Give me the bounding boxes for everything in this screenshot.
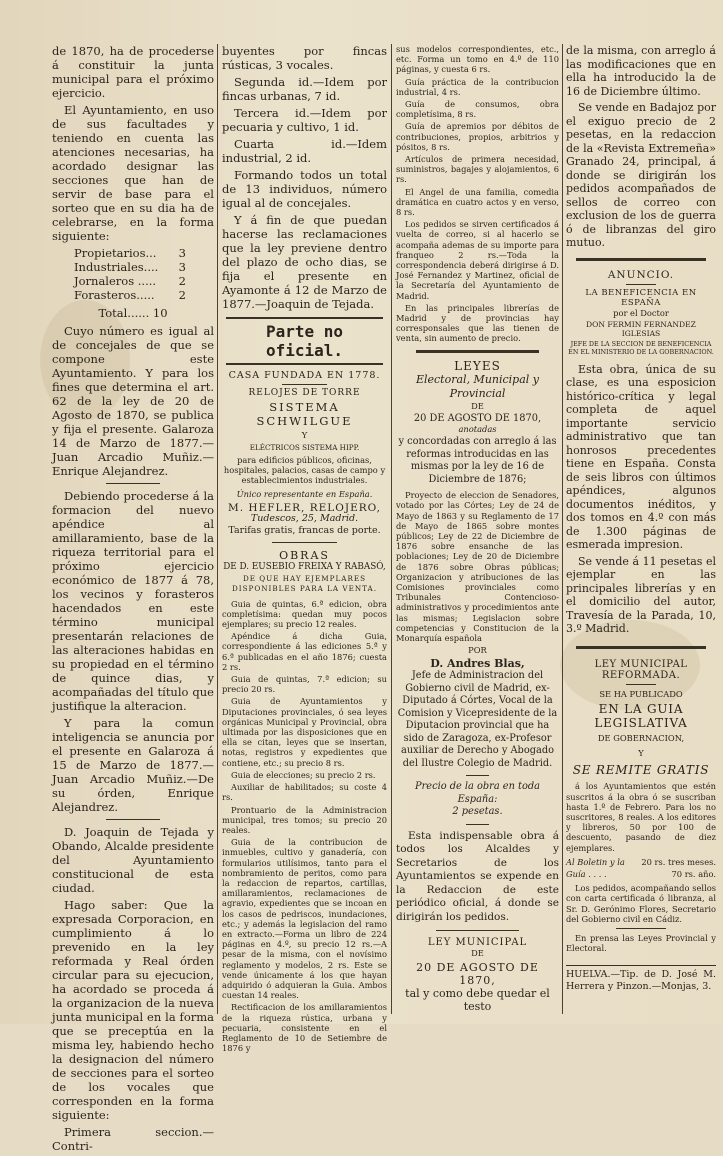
divider <box>272 542 337 543</box>
ad-text: Tarifas gratis, francas de porte. <box>228 524 381 536</box>
col4-paragraph: Esta obra, única de su clase, es una esposicion histórico-crítica y legal completa de aquel importante servicio administrativo que tan honrosos precedentes tiene en España. Consta de seis libros con últimos apéndices, algunos documentos inéditos, y dos tomos en 4.º con más de 1.300 páginas de esmerada impresion. <box>566 362 716 552</box>
price-value: 2 pesetas. <box>452 806 503 818</box>
divider <box>436 930 519 931</box>
imprint: HUELVA.—Tip. de D. José M. Herrera y Pinzon.—Monjas, 3. <box>566 969 716 992</box>
ley-reformada-text: Y <box>638 748 644 759</box>
obras-item: Guia de la contribucion de inmuebles, cultivo y ganadería, con formularios utilísimos, tanto para el nombramiento de peritos, como para la redaccion de repartos, cartillas, amillaramientos, reclamaciones de agravio, expedientes que se incoan en los casos de pedriscos, inundaciones, etc.; y además la legislacion del ramo en extracto.—Forma un libro de 224 páginas en 4.º, su precio 12 rs.—A pesar de la misma, con el novísimo reglamento y modelos, 2 rs. Este se vende únicamente á los que hayan adquirido ó adquieran la Guia. Ambos cuestan 14 reales. <box>222 837 387 1001</box>
divider <box>626 284 656 285</box>
col1-paragraph: Primera seccion.—Contri- <box>52 1125 214 1153</box>
obras-item: Guia de elecciones; su precio 2 rs. <box>231 769 376 780</box>
column-rule <box>562 44 563 1014</box>
ad-text: ELÉCTRICOS SISTEMA HIPP. <box>249 442 360 452</box>
leyes-text: anotadas <box>458 423 497 434</box>
ley-reformada-text: SE HA PUBLICADO <box>599 688 683 699</box>
ley-reformada-title: LEY MUNICIPAL REFORMADA. <box>594 658 688 681</box>
column-2 <box>222 44 387 1055</box>
list-item: Forasteros..... 2 <box>74 288 186 302</box>
author-name: D. Andres Blas, <box>430 657 525 671</box>
col4-small: á los Ayuntamientos que estén suscritos á la obra ó se suscriban hasta 1.º de Febrero. Para los no suscritores, 8 reales. A los editores y libreros, 50 por 100 de descuento, pasando de diez ejemplares. <box>566 781 716 853</box>
obras-item: Guía de consumos, obra completísima, 8 rs. <box>396 99 559 120</box>
col4-small: En prensa las Leyes Provincial y Electoral. <box>566 932 716 954</box>
obras-item: Rectificacion de los amillaramientos de la riqueza rústica, urbana y pecuaria, consistente en el Reglamento de 10 de Setiembre de 1876 y <box>222 1002 387 1054</box>
obras-item: El Angel de una familia, comedia dramática en cuatro actos y en verso, 8 rs. <box>396 186 559 218</box>
section-title: Parte no oficial. <box>226 317 383 365</box>
column-3 <box>396 44 559 1013</box>
obras-item: Artículos de primera necesidad, suministros, bagajes y alojamientos, 6 rs. <box>396 154 559 185</box>
footer-rule <box>566 965 716 966</box>
ad-title: OBRAS <box>279 549 330 563</box>
ad-text: Único representante en España. <box>236 489 373 500</box>
col4-paragraph: de la misma, con arreglo á las modificaciones que en ella ha introducido la de 16 de Diciembre último. <box>566 44 716 98</box>
list-item: Industriales.... 3 <box>74 260 186 274</box>
ley-municipal-title: DE <box>471 948 484 959</box>
ley-reformada-text: EN LA GUIA LEGISLATIVA <box>594 701 688 730</box>
column-rule <box>391 44 392 1014</box>
ad-title: M. HEFLER, RELOJERO, <box>227 501 381 514</box>
divider <box>626 684 656 685</box>
col2-paragraph: buyentes por fincas rústicas, 3 vocales. <box>222 44 387 72</box>
col1-paragraph: Debiendo procederse á la formacion del nuevo apéndice al amillaramiento, base de la riqueza territorial para el próximo ejercicio económico de 1877 á 78, los vecinos y forasteros hacendados en este término municipal presentarán relaciones de las alteraciones habidas en su propiedad en el término de quince dias, y acompañadas del título que justifique la alteracion. <box>52 489 214 713</box>
anuncio-text: por el Doctor <box>613 307 669 318</box>
obras-item: Auxiliar de habilitados; su coste 4 rs. <box>222 782 387 803</box>
author-desc: Jefe de Administracion del Gobierno civil de Madrid, ex-Diputado á Córtes, Vocal de la Comision y Vicepresidente de la Diputacion provincial que ha sido de Zaragoza, ex-Profesor auxiliar de Derecho y Abogado del Ilustre Colegio de Madrid. <box>397 670 558 769</box>
col1-paragraph: El Ayuntamiento, en uso de sus facultades y teniendo en cuenta las atenciones necesarias, ha acordado designar las secciones que han de servir de base para el sorteo que en su dia ha de celebrarse, en la forma siguiente: <box>52 103 214 243</box>
price-row: Al Boletin y la 20 rs. tres meses. <box>566 856 716 867</box>
obras-item: Guia de quintas, 7.ª edicion; su precio 20 rs. <box>222 674 387 695</box>
ad-text: DE D. EUSEBIO FREIXA Y RABASÓ, <box>223 562 386 573</box>
ad-header: CASA FUNDADA EN 1778. <box>228 370 381 381</box>
obras-item: Los pedidos se sirven certificados á vuelta de correo, si al hacerlo se acompaña ademas de su importe para franqueo 2 rs.—Toda la correspondencia deberá dirigirse á D. José Fernandez y Martinez, oficial de la Secretaría del Ayuntamiento de Madrid. <box>396 219 559 301</box>
obras-item: Prontuario de la Administracion municipal, tres tomos; su precio 20 reales. <box>222 804 387 835</box>
anuncio-author: DON FERMIN FERNANDEZ IGLESIAS <box>586 319 696 338</box>
list-item: Propietarios... 3 <box>74 246 186 260</box>
price-label: Precio de la obra en toda España: <box>415 781 540 805</box>
obras-item: Apéndice á dicha Guia, correspondiente á las ediciones 5.ª y 6.ª publicadas en el año 1876; cuesta 2 rs. <box>222 631 387 672</box>
leyes-title: LEYES <box>454 358 501 373</box>
divider <box>106 483 160 484</box>
divider <box>282 384 327 385</box>
col1-paragraph: de 1870, ha de procederse á constituir la junta municipal para el próximo ejercicio. <box>52 44 214 100</box>
sections-list <box>74 246 214 302</box>
anuncio-text: JEFE DE LA SECCION DE BENEFICENCIA EN EL MINISTERIO DE LA GOBERNACION. <box>568 339 714 357</box>
divider <box>416 350 539 353</box>
col1-paragraph: Y para la comun inteligencia se anuncia por el presente en Galaroza á 15 de Marzo de 1877.—Juan Arcadio Muñiz.—De su órden, Enrique Alejandrez. <box>52 716 214 814</box>
divider <box>576 646 706 649</box>
divider <box>576 258 706 261</box>
column-rule <box>217 44 218 1014</box>
col2-paragraph: Y á fin de que puedan hacerse las reclamaciones que la ley previene dentro del plazo de ocho dias, se fija el presente en Ayamonte á 12 de Marzo de 1877.—Joaquin de Tejada. <box>222 213 387 311</box>
column-4 <box>566 44 716 955</box>
col4-paragraph: Se vende á 11 pesetas el ejemplar en las principales librerías y en el domicilio del autor, Travesía de la Parada, 10, 3.º Madrid. <box>566 554 716 636</box>
ley-reformada-text: SE REMITE GRATIS <box>572 763 710 778</box>
col3-paragraph: Esta indispensable obra á todos los Alcaldes y Secretarios de los Ayuntamientos se expende en la Redaccion de este periódico oficial, á donde se dirigirán los pedidos. <box>396 829 559 923</box>
col4-paragraph: Se vende en Badajoz por el exiguo precio de 2 pesetas, en la redaccion de la «Revista Extremeña» Granado 24, principal, á donde se dirigirán los pedidos acompañados de sellos de correo con exclusion de los de guerra ó de libranzas del giro mutuo. <box>566 101 716 249</box>
col1-paragraph: D. Joaquin de Tejada y Obando, Alcalde presidente del Ayuntamiento constitucional de esta ciudad. <box>52 825 214 895</box>
col2-paragraph: Cuarta id.—Idem industrial, 2 id. <box>222 137 387 165</box>
anuncio-text: LA BENEFICENCIA EN ESPAÑA <box>585 287 697 308</box>
ley-municipal-title: LEY MUNICIPAL <box>427 937 528 949</box>
col2-paragraph: Tercera id.—Idem por pecuaria y cultivo, 1 id. <box>222 106 387 134</box>
col1-paragraph: Hago saber: Que la expresada Corporacion, en cumplimiento á lo prevenido en la ley reformada y Real órden circular para su ejecucion, ha acordado se proceda á la organizacion de la nueva junta municipal en la forma que se preceptúa en la misma ley, habiendo hecho la designacion del número de secciones para el sorteo de los vocales que corresponden en la forma siguiente: <box>52 898 214 1122</box>
ad-text: Tudescos, 25, Madrid. <box>250 512 359 524</box>
leyes-text: y concordadas con arreglo á las reformas introducidas en las mismas por la ley de 16 de Diciembre de 1876; <box>398 436 557 485</box>
ley-municipal-date: 20 DE AGOSTO DE 1870, <box>416 960 539 987</box>
obras-item: En las principales librerías de Madrid y de provincias hay corresponsales que las tienen de venta, sin aumento de precio. <box>396 302 559 344</box>
column-1 <box>52 44 214 1156</box>
leyes-date: 20 DE AGOSTO DE 1870, <box>413 412 542 424</box>
ad-title: SISTEMA SCHWILGUE <box>256 400 353 429</box>
obras-item: Guía de apremios por débitos de contribuciones, propios, arbitrios y pósitos, 8 rs. <box>396 121 559 152</box>
ad-text: para edificios públicos, oficinas, hospitales, palacios, casas de campo y establecimientos industriales. <box>223 454 386 486</box>
divider <box>466 824 489 825</box>
divider <box>106 819 160 820</box>
col2-paragraph: Segunda id.—Idem por fincas urbanas, 7 id. <box>222 75 387 103</box>
price-row: Guía . . . . 70 rs. año. <box>566 868 716 879</box>
col2-paragraph: Formando todos un total de 13 individuos, número igual al de concejales. <box>222 168 387 210</box>
col4-small: Los pedidos, acompañando sellos con carta certificada ó libranza, al Sr. D. Gerónimo Flores, Secretario del Gobierno civil en Cádiz. <box>566 883 716 924</box>
obras-item: Guía práctica de la contribucion industrial, 4 rs. <box>396 76 559 97</box>
col1-paragraph: Cuyo número es igual al de concejales de que se compone este Ayuntamiento. Y para los fines que determina el art. 62 de la ley de 20 de Agosto de 1870, se publica y fija el presente. Galaroza 14 de Marzo de 1877.—Juan Arcadio Muñiz.—Enrique Alejandrez. <box>52 324 214 478</box>
obras-item: Guia de Ayuntamientos y Diputaciones provinciales, ó sea leyes orgánicas Municipal y Provincial, obra ultimada por las disposiciones que en ella se citan, leyes que se insertan, notas, registros y expedientes que contiene, etc.; su precio 8 rs. <box>222 696 387 768</box>
leyes-subtitle: Electoral, Municipal y Provincial <box>415 372 540 400</box>
total-line: Total...... 10 <box>98 306 168 320</box>
anuncio-title: ANUNCIO. <box>607 268 675 281</box>
ad-title: RELOJES DE TORRE <box>248 388 361 399</box>
list-item: Jornaleros ..... 2 <box>74 274 186 288</box>
divider <box>466 775 489 776</box>
ley-reformada-text: DE GOBERNACION, <box>597 732 685 743</box>
leyes-text: Proyecto de eleccion de Senadores, votado por las Córtes; Ley de 24 de Mayo de 1863 y su Reglamento de 17 de Mayo de 1865 sobre montes públicos; Ley de 22 de Diciembre de 1876 sobre ensanche de las poblaciones; Ley de 20 de Diciembre de 1876 sobre Obras públicas; Organizacion y atribuciones de las Comisiones provinciales como Tribunales Contencioso-administrativos y procedimientos ante las mismas; Legislacion sobre competencias y Constitucion de la Monarquía española <box>396 490 559 643</box>
leyes-text: POR <box>468 645 487 656</box>
leyes-text: DE <box>471 400 484 411</box>
ad-text: DE QUE HAY EJEMPLARES DISPONIBLES PARA LA VENTA. <box>232 574 377 594</box>
ad-text: Y <box>301 430 308 441</box>
obras-item: Guia de quintas, 6.ª edicion, obra completísima: quedan muy pocos ejemplares; su precio 12 reales. <box>222 598 387 630</box>
ley-municipal-text: tal y como debe quedar el testo <box>405 986 550 1013</box>
obras-item: sus modelos correspondientes, etc., etc. Forma un tomo en 4.º de 110 páginas, y cuesta 6 rs. <box>396 44 559 75</box>
divider <box>616 928 666 929</box>
